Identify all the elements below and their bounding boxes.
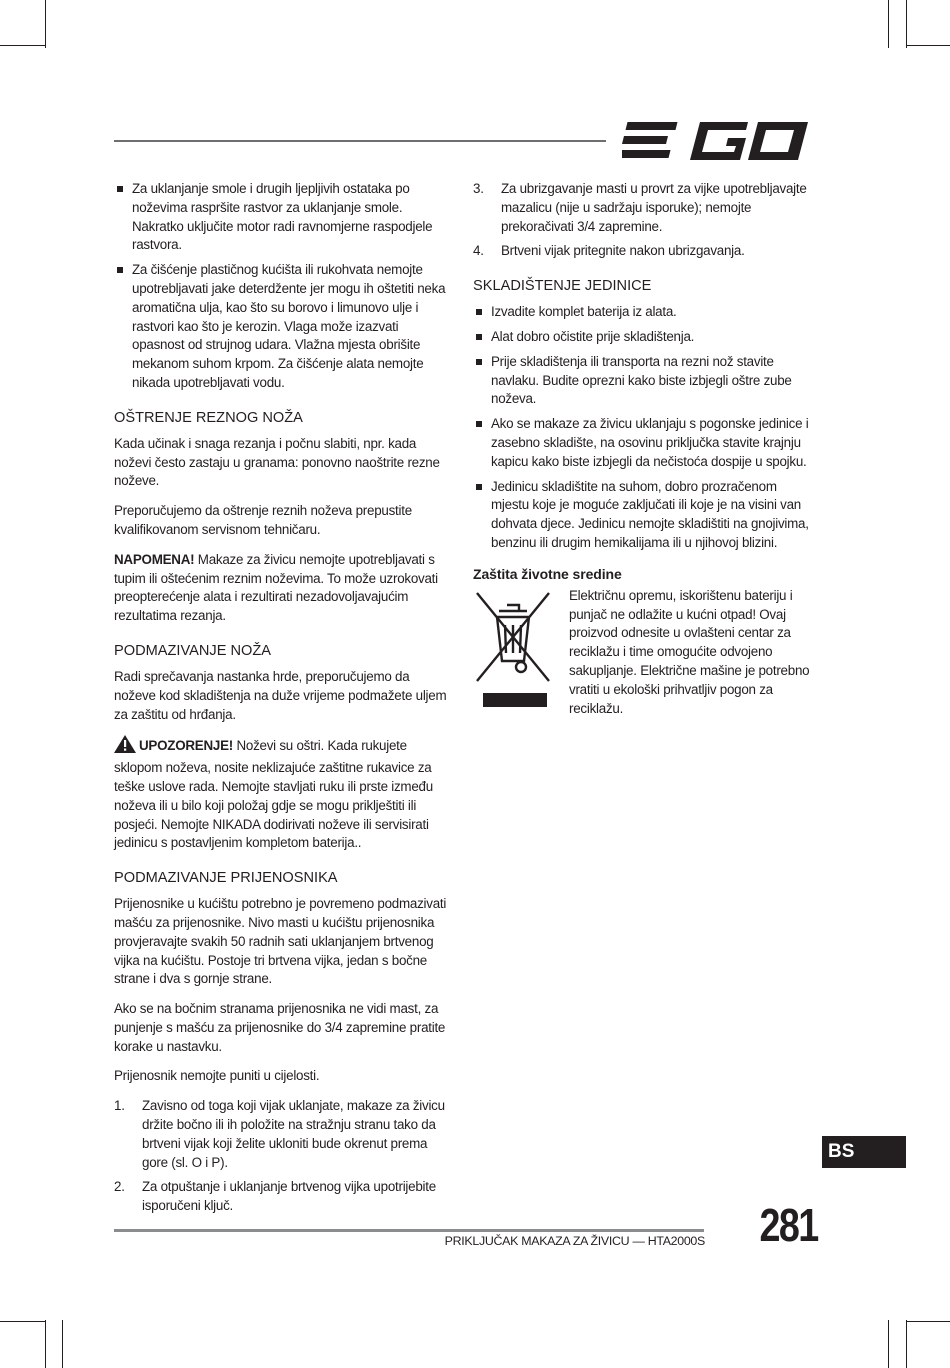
numbered-step: 1. Zavisno od toga koji vijak uklanjate, makaze za živicu držite bočno ili ih položite na stražnju stranu tako da brtveni vijak koji želite ukloniti bude okrenut prema gore (sl. O i P). — [114, 1098, 445, 1170]
list-item: Za čišćenje plastičnog kućišta ili rukohvata nemojte upotrebljavati jake deterdžente jer mogu ih oštetiti neka aromatična ulja, kao što su borovo i limunovo ulje i rastvori kao što je kerozin. Vlaga može izazvati opasnost od strujnog udara. Vlažna mjesta obrišite mekanom suhom krpom. Za čišćenje alata nemojte nikada upotrebljavati vodu. — [114, 261, 452, 393]
list-item: Za uklanjanje smole i drugih ljepljivih ostataka po noževima raspršite rastvor za uklanjanje smole. Nakratko uključite motor radi ravnomjerne raspodjele rastvora. — [114, 180, 452, 255]
bullet-square — [476, 484, 482, 490]
paragraph: Prijenosnike u kućištu potrebno je povremeno podmazivati mašću za prijenosnike. Nivo masti u kućištu prijenosnika provjeravajte svakih 50 radnih sati uklanjanjem brtvenog vijka na kućištu. Postoje tri brtvena vijka, jedan s bočne strane i dva s gornje strane. — [114, 896, 447, 987]
paragraph: Preporučujemo da oštrenje reznih noževa prepustite kvalifikovanom servisnom tehničaru. — [114, 503, 412, 537]
paragraph: Kada učinak i snaga rezanja i počnu slabiti, npr. kada noževi često zastaju u granama: ponovno naoštrite rezne noževe. — [114, 435, 440, 489]
warning-paragraph: UPOZORENJE! Noževi su oštri. Kada rukujete sklopom noževa, nosite neklizajuće zaštitne rukavice za teške uslove rada. Nemojte stavljati ruku ili prste između noževa ili u bilo koji položaj gdje se mogu priklještiti ili posjeći. Nemojte NIKADA dodirivati noževe ili servisirati jedinicu s postavljenim kompletom baterija.. — [114, 735, 452, 853]
crop-mark — [45, 0, 46, 48]
bullet-square — [117, 267, 123, 273]
bullet-square — [117, 186, 123, 192]
crop-mark — [62, 1320, 63, 1368]
page-number: 281 — [759, 1199, 818, 1251]
crop-mark — [45, 1320, 46, 1368]
section-heading-blade-lubrication: PODMAZIVANJE NOŽA — [114, 642, 272, 659]
paragraph: Ako se na bočnim stranama prijenosnika ne vidi mast, za punjenje s mašću za prijenosnike do 3/4 zapremine pratite korake u nastavku. — [114, 1001, 446, 1054]
left-column — [114, 180, 452, 1222]
crop-mark — [906, 1320, 907, 1368]
note-paragraph: NAPOMENA! Makaze za živicu nemojte upotrebljavati s tupim ili oštećenim reznim noževima. To može uzrokovati preopterećenje alata i rezultirati nezadovoljavajućim rezultatima rezanja. — [114, 551, 438, 624]
footer-title: PRIKLJUČAK MAKAZA ZA ŽIVICU — HTA2000S — [444, 1234, 705, 1248]
crop-mark — [906, 45, 950, 46]
crop-mark — [0, 1321, 45, 1322]
language-tab: BS — [822, 1136, 906, 1168]
crop-mark — [888, 1320, 889, 1368]
warning-icon — [114, 735, 136, 759]
section-heading-gear-lubrication: PODMAZIVANJE PRIJENOSNIKA — [114, 870, 338, 887]
numbered-step: 3. Za ubrizgavanje masti u provrt za vijke upotrebljavajte mazalicu (nije u sadržaju isporuke); nemojte prekoračivati 3/4 zapremine. — [473, 181, 807, 234]
list-item: Prije skladištenja ili transporta na rezni nož stavite navlaku. Budite oprezni kako biste izbjegli oštre zube noževa. — [473, 353, 813, 409]
ego-logo — [622, 120, 812, 162]
bullet-square — [476, 359, 482, 365]
list-item: Ako se makaze za živicu uklanjaju s pogonske jedinice i zasebno skladište, na osovinu priključka stavite krajnju kapicu kako biste izbjegli da nečistoća dospije u spojku. — [473, 415, 813, 471]
bullet-square — [476, 334, 482, 340]
paragraph: Radi sprečavanja nastanka hrde, preporučujemo da noževe kod skladištenja na duže vrijeme podmažete uljem za zaštitu od hrđanja. — [114, 668, 447, 722]
bullet-square — [476, 309, 482, 315]
environment-text: Električnu opremu, iskorištenu bateriju i punjač ne odlažite u kućni otpad! Ovaj proizvod odnesite u ovlašteni centar za reciklažu i time omogućite odvojeno sakupljanje. Električne mašine je potrebno vratiti u ekološki prihvatljiv pogon za reciklažu. — [569, 587, 810, 716]
right-column — [473, 180, 813, 718]
crop-mark — [888, 0, 889, 48]
list-item: Izvadite komplet baterija iz alata. — [473, 303, 813, 322]
list-item: Alat dobro očistite prije skladištenja. — [473, 328, 813, 347]
bullet-square — [476, 421, 482, 427]
section-heading-sharpening: OŠTRENJE REZNOG NOŽA — [114, 409, 303, 426]
header-rule — [114, 140, 606, 142]
warning-label: UPOZORENJE! — [139, 738, 233, 754]
numbered-step: 4. Brtveni vijak pritegnite nakon ubrizgavanja. — [473, 243, 745, 259]
environment-block — [473, 587, 813, 719]
list-item: Jedinicu skladištite na suhom, dobro prozračenom mjestu koje je moguće zaključati ili koje je na visini van dohvata djece. Jedinicu nemojte skladištiti na gnojivima, benzinu ili drugim hemikalijama ili u njihovoj blizini. — [473, 478, 813, 553]
crop-mark — [906, 1321, 950, 1322]
numbered-step: 2. Za otpuštanje i uklanjanje brtvenog vijka upotrijebite isporučeni ključ. — [114, 1179, 436, 1214]
footer-rule — [114, 1229, 704, 1232]
section-heading-environment: Zaštita životne sredine — [473, 565, 622, 582]
crop-mark — [906, 0, 907, 48]
section-heading-storage: SKLADIŠTENJE JEDINICE — [473, 278, 652, 295]
crop-mark — [0, 45, 45, 46]
crossed-bin-icon — [473, 589, 553, 711]
note-label: NAPOMENA! — [114, 551, 195, 567]
paragraph: Prijenosnik nemojte puniti u cijelosti. — [114, 1068, 320, 1084]
